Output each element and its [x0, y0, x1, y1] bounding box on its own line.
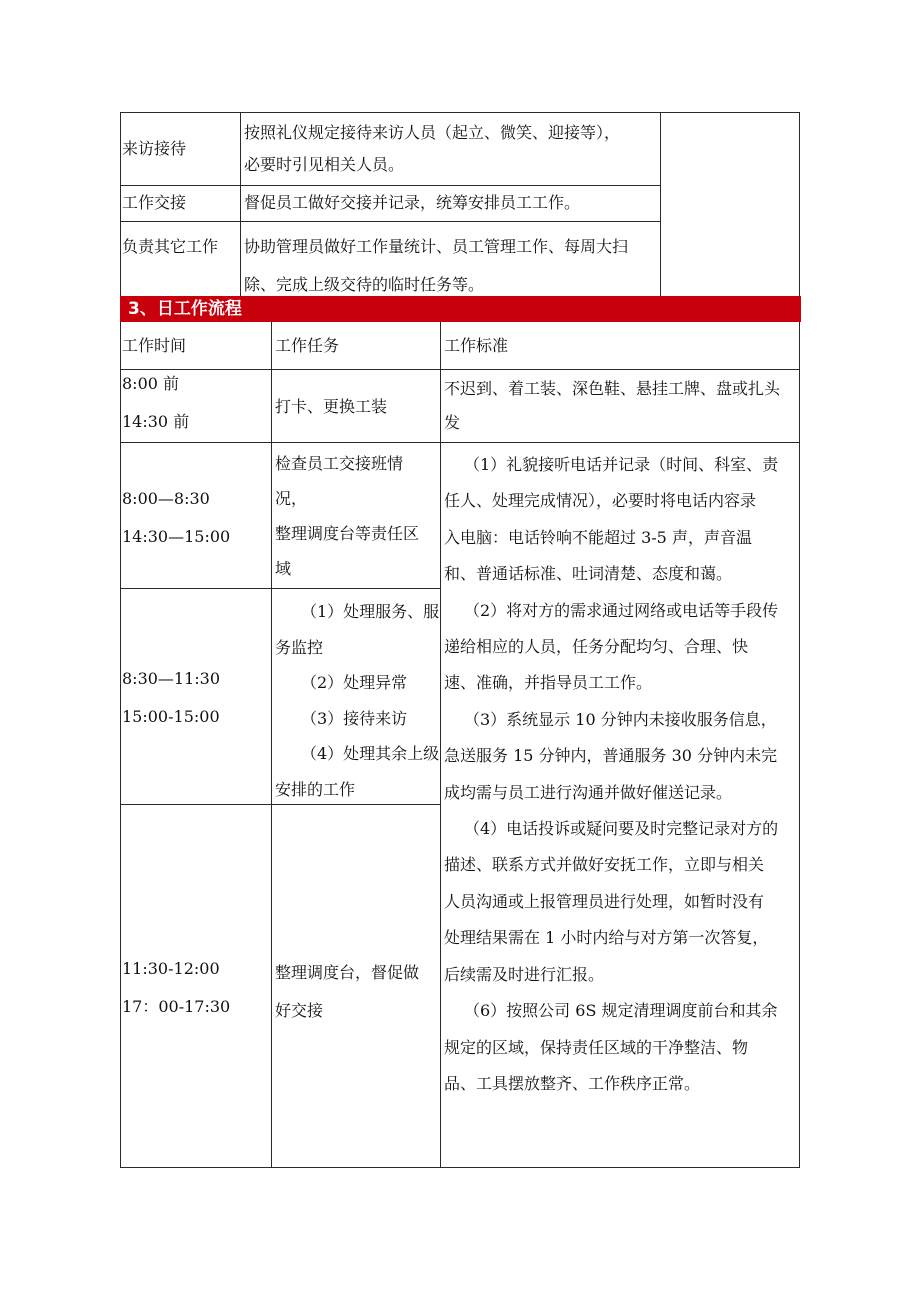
- time-line: 14:30—15:00: [122, 527, 231, 546]
- flow-table-divider-2: [440, 322, 441, 1168]
- time-line: 15:00-15:00: [122, 707, 220, 726]
- row2-task: [275, 446, 419, 586]
- time-line: 11:30-12:00: [122, 959, 220, 978]
- row1-task: 打卡、更换工装: [275, 397, 388, 416]
- top-table-divider-1: [240, 112, 241, 296]
- flow-table-border-left: [120, 322, 121, 1168]
- standard-line: 速、准确，并指导员工工作。: [444, 673, 653, 693]
- top-table-row-label: 负责其它工作: [122, 237, 219, 256]
- task-line: 况，: [275, 489, 308, 508]
- section-banner: [120, 296, 801, 322]
- standard-line: 入电脑：电话铃响不能超过 3-5 声，声音温: [444, 527, 752, 547]
- time-line: 14:30 前: [122, 412, 190, 431]
- standard-line: 成均需与员工进行沟通并做好催送记录。: [444, 782, 733, 802]
- time-line: 17：00-17:30: [122, 997, 231, 1016]
- task-line: （2）处理异常: [301, 673, 408, 692]
- flow-table-row2-sep: [120, 588, 441, 589]
- flow-table-border-bottom: [120, 1167, 800, 1168]
- time-line: 8:00 前: [122, 374, 180, 393]
- task-line: （3）接待来访: [301, 708, 408, 728]
- task-line: 务监控: [275, 637, 324, 657]
- flow-table-header-sep: [120, 369, 800, 370]
- desc-line: 协助管理员做好工作量统计、员工管理工作、每周大扫: [244, 237, 629, 256]
- standard-line: 和、普通话标准、吐词清楚、态度和蔼。: [444, 564, 733, 584]
- row1-times: [122, 365, 189, 441]
- standard-line: 规定的区域，保持责任区域的干净整洁、物: [444, 1037, 749, 1057]
- row4-task: [275, 954, 419, 1030]
- standard-line: 品、工具摆放整齐、工作秩序正常。: [444, 1073, 701, 1093]
- row3-task: [275, 594, 439, 807]
- task-line: （1）处理服务、服: [301, 602, 440, 621]
- top-table-border-right: [799, 112, 800, 296]
- top-table-border-left: [120, 112, 121, 296]
- standard-line: 发: [444, 413, 461, 432]
- top-table-divider-2: [660, 112, 661, 296]
- desc-line: 除、完成上级交待的临时任务等。: [244, 275, 485, 294]
- top-table-row-desc: [244, 228, 628, 304]
- task-line: 整理调度台，督促做: [275, 963, 420, 982]
- top-table-row-desc: 督促员工做好交接并记录，统筹安排员工工作。: [244, 193, 581, 212]
- flow-table-border-right: [799, 322, 800, 1168]
- task-line: 检查员工交接班情: [275, 454, 404, 473]
- top-table-row-desc: [244, 114, 620, 184]
- time-line: 8:30—11:30: [122, 669, 221, 688]
- header-work-task: 工作任务: [275, 336, 340, 355]
- top-table-row-label: 工作交接: [122, 193, 187, 212]
- standard-line: （1）礼貌接听电话并记录（时间、科室、责: [464, 455, 779, 474]
- standard-line: 任人、处理完成情况），必要时将电话内容录: [444, 491, 757, 511]
- top-table-row-label: 来访接待: [122, 139, 187, 158]
- standard-line: 描述、联系方式并做好安抚工作，立即与相关: [444, 855, 765, 875]
- task-line: 安排的工作: [275, 779, 356, 799]
- top-table-border-top: [120, 112, 800, 113]
- header-work-standard: 工作标准: [444, 336, 509, 355]
- time-line: 8:00—8:30: [122, 489, 210, 508]
- task-line: （4）处理其余上级: [301, 744, 440, 763]
- row4-times: [122, 950, 230, 1026]
- standard-line: （4）电话投诉或疑问要及时完整记录对方的: [464, 819, 779, 839]
- flow-table-row1-sep: [120, 442, 800, 443]
- task-line: 整理调度台等责任区: [275, 524, 420, 543]
- standard-line: 不迟到、着工装、深色鞋、悬挂工牌、盘或扎头: [444, 379, 781, 398]
- standards-column: [444, 447, 778, 1102]
- flow-table-divider-1: [271, 322, 272, 1168]
- header-work-time: 工作时间: [122, 336, 187, 355]
- desc-line: 按照礼仪规定接待来访人员（起立、微笑、迎接等），: [244, 123, 621, 142]
- standard-line: 急送服务 15 分钟内，普通服务 30 分钟内未完: [444, 746, 778, 766]
- section-title: 3、日工作流程: [128, 299, 242, 319]
- row3-times: [122, 660, 220, 736]
- standard-line: （6）按照公司 6S 规定清理调度前台和其余: [464, 1001, 778, 1021]
- standard-line: 人员沟通或上报管理员进行处理，如暂时没有: [444, 891, 765, 911]
- standard-line: （2）将对方的需求通过网络或电话等手段传: [464, 600, 779, 620]
- standard-line: 处理结果需在 1 小时内给与对方第一次答复，: [444, 928, 769, 948]
- task-line: 域: [275, 559, 292, 578]
- standard-line: （3）系统显示 10 分钟内未接收服务信息，: [464, 709, 777, 729]
- row2-times: [122, 480, 230, 556]
- desc-line: 必要时引见相关人员。: [244, 155, 405, 174]
- standard-line: 递给相应的人员，任务分配均匀、合理、快: [444, 637, 749, 657]
- task-line: 好交接: [275, 1001, 324, 1020]
- row1-standard: [444, 372, 780, 440]
- standard-line: 后续需及时进行汇报。: [444, 964, 605, 984]
